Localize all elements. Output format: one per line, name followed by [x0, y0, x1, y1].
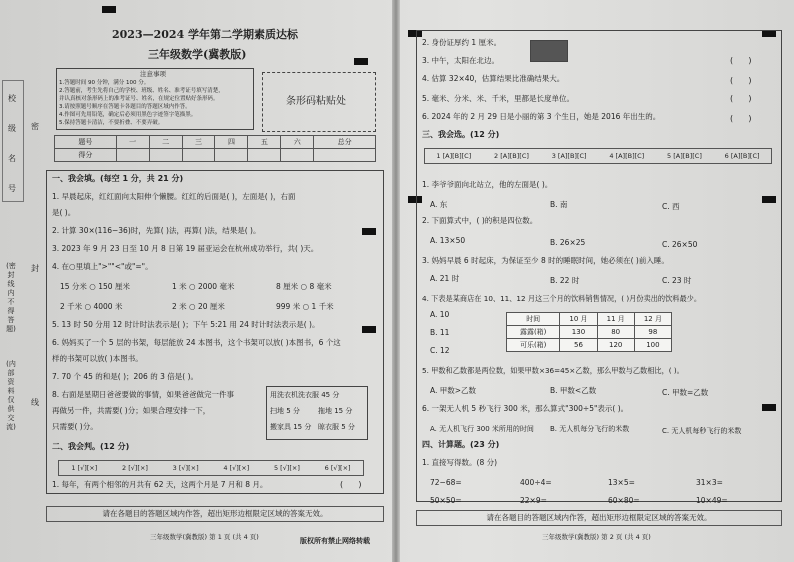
judge-option[interactable]: 1 [√][×] [71, 464, 98, 472]
exam-subtitle: 三年级数学(冀教版) [148, 48, 247, 61]
question-8-cont2: 只需要( )分。 [52, 422, 98, 431]
score-cell: 总分 [314, 136, 376, 149]
side-note-sealed: (密封线内不得答题) [6, 262, 16, 333]
choice-option: B. 南 [550, 200, 568, 209]
choose-option[interactable]: 2 [A][B][C] [494, 152, 529, 160]
calc-item: 50×50= [430, 496, 462, 505]
score-cell [314, 149, 376, 162]
side-label-school: 校 [8, 94, 16, 103]
question-3: 3. 2023 年 9 月 23 日至 10 月 8 日第 19 届亚运会在杭州成功举行，共( )天。 [52, 244, 319, 253]
copyright-note: 版权所有禁止网络转载 [300, 536, 370, 545]
choice-question-3: 3. 妈妈早晨 6 时起床，为保证至少 8 时的睡眠时间，她必须在( )前入睡。 [422, 256, 669, 265]
calc-item: 72−68= [430, 478, 462, 487]
compare-item: 8 厘米 ○ 8 毫米 [276, 282, 332, 291]
judge-option[interactable]: 4 [√][×] [223, 464, 250, 472]
judge-question-4: 4. 估算 32×40，估算结果比准确结果大。 [422, 74, 565, 83]
choice-option: A. 10 [430, 310, 450, 319]
judge-question-2: 2. 身份证厚约 1 厘米。 [422, 38, 502, 47]
score-cell: 二 [149, 136, 182, 149]
page-footer: 三年级数学(冀教版) 第 2 页 (共 4 页) [542, 533, 651, 541]
notice-line: 5.保持答题卡清洁，不要折叠、不要弄破。 [59, 120, 164, 126]
choice-option: A. 13×50 [430, 236, 466, 245]
choose-option[interactable]: 1 [A][B][C] [436, 152, 472, 160]
sales-cell: 露露(箱) [507, 326, 560, 339]
score-cell: 题号 [55, 136, 117, 149]
judge-question-6: 6. 2024 年的 2 月 29 日是小丽的第 3 个生日，她是 2016 年出生的。 [422, 112, 661, 121]
choice-question-4: 4. 下表是某商店在 10、11、12 月这三个月的饮料销售情况，( )月份卖出的饮料最少。 [422, 294, 702, 303]
choice-option: A. 东 [430, 200, 448, 209]
sales-table-header [507, 313, 672, 326]
judge-option[interactable]: 3 [√][×] [172, 464, 199, 472]
sales-cell: 可乐(箱) [507, 339, 560, 352]
score-cell: 四 [215, 136, 248, 149]
choice-option: C. 23 时 [662, 276, 692, 285]
question-8: 8. 右面是星期日爸爸要做的事情，如果爸爸做完一件事 [52, 390, 235, 399]
score-cell [182, 149, 215, 162]
section-heading: 一、我会填。(每空 1 分，共 21 分) [52, 174, 184, 183]
score-cell: 三 [182, 136, 215, 149]
choice-option: C. 甲数=乙数 [662, 388, 709, 397]
side-label-mi: 密 [31, 122, 39, 131]
question-7: 7. 70 个 45 的和是( )；206 的 3 倍是( )。 [52, 372, 198, 381]
sales-table-row [507, 339, 672, 352]
chore-item: 扫地 5 分 [270, 407, 300, 415]
choose-option[interactable]: 6 [A][B][C] [724, 152, 760, 160]
choice-question-5: 5. 甲数和乙数都是两位数，如果甲数×36=45×乙数，那么甲数与乙数相比，( )。 [422, 366, 684, 375]
choose-option[interactable]: 4 [A][B][C] [609, 152, 645, 160]
notice-line: 3.请按照题号顺序在答题卡各题目的答题区域内作答。 [59, 104, 191, 110]
question-1: 1. 早晨起床，红红面向太阳伸个懒腰。红红的后面是( )，左面是( )，右面 [52, 192, 296, 201]
sales-cell: 120 [597, 339, 634, 352]
calc-item: 22×9= [520, 496, 547, 505]
barcode-label: 条形码粘贴处 [286, 96, 346, 107]
side-note-internal: (内部资料 仅供交流) [6, 360, 16, 431]
judge-question-1: 1. 每年，有两个相邻的月共有 62 天，这两个月是 7 月和 8 月。 [52, 480, 268, 489]
sales-cell: 10 月 [560, 313, 597, 326]
choose-option[interactable]: 3 [A][B][C] [551, 152, 587, 160]
judge-answer-row [58, 460, 364, 476]
choice-option: A. 无人机飞行 300 米所用的时间 [430, 425, 534, 433]
choice-option: B. 22 时 [550, 276, 580, 285]
section-heading: 三、我会选。(12 分) [422, 130, 500, 139]
choose-option[interactable]: 5 [A][B][C] [667, 152, 702, 160]
compare-item: 15 分米 ○ 150 厘米 [60, 282, 130, 291]
side-label-class: 级 [8, 124, 16, 133]
choice-option: C. 12 [430, 346, 450, 355]
choice-option: B. 26×25 [550, 238, 586, 247]
sales-cell: 100 [634, 339, 671, 352]
answer-parens: ( ) [730, 94, 752, 103]
side-label-feng: 封 [31, 264, 39, 273]
score-table [54, 135, 376, 162]
chore-item: 用洗衣机洗衣服 45 分 [270, 391, 340, 399]
notice-title: 注意事项 [140, 70, 166, 78]
question-6: 6. 妈妈买了一个 5 层的书架，每层能放 24 本图书，这个书架可以放( )本图书，6 个这 [52, 338, 341, 347]
page-2 [400, 0, 794, 562]
question-5: 5. 13 时 50 分用 12 时计时法表示是( )；下午 5:21 用 24 时计时法表示是( )。 [52, 320, 320, 329]
answer-parens: ( ) [730, 76, 752, 85]
score-cell [116, 149, 149, 162]
score-cell [281, 149, 314, 162]
side-label-name: 名 [8, 154, 16, 163]
score-cell: 一 [116, 136, 149, 149]
question-2: 2. 计算 30×(116−36)时，先算( )法，再算( )法，结果是( )。 [52, 226, 261, 235]
answer-parens: ( ) [730, 56, 752, 65]
chore-item: 晾衣服 5 分 [318, 423, 355, 431]
page-footer: 三年级数学(冀教版) 第 1 页 (共 4 页) [150, 533, 259, 541]
score-table-header [55, 136, 376, 149]
judge-question-3: 3. 中午，太阳在北边。 [422, 56, 500, 65]
score-table-row [55, 149, 376, 162]
choice-option: A. 21 时 [430, 274, 460, 283]
judge-option[interactable]: 6 [√][×] [324, 464, 351, 472]
question-6-cont: 样的书架可以放( )本图书。 [52, 354, 143, 363]
compare-item: 2 千米 ○ 4000 米 [60, 302, 123, 311]
side-label-xian: 线 [31, 398, 39, 407]
page-fold [392, 0, 400, 562]
choice-option: C. 无人机每秒飞行的米数 [662, 427, 742, 435]
registration-mark [102, 6, 116, 13]
registration-mark [354, 58, 368, 65]
page-1 [0, 0, 392, 562]
choice-option: C. 26×50 [662, 240, 698, 249]
choice-option: B. 甲数<乙数 [550, 386, 597, 395]
choose-answer-row [424, 148, 772, 164]
side-label-number: 号 [8, 184, 16, 193]
sales-table-row [507, 326, 672, 339]
sales-cell: 80 [597, 326, 634, 339]
question-8-cont: 再做另一件，共需要( )分；如果合理安排一下， [52, 406, 211, 415]
chore-item: 拖地 15 分 [318, 407, 353, 415]
score-cell: 五 [248, 136, 281, 149]
choice-question-2: 2. 下面算式中，( )的积是四位数。 [422, 216, 538, 225]
choice-option: B. 11 [430, 328, 450, 337]
choice-option: C. 西 [662, 202, 680, 211]
question-4: 4. 在○里填上">""<"或"="。 [52, 262, 153, 271]
sales-cell: 130 [560, 326, 597, 339]
compare-item: 1 米 ○ 2000 毫米 [172, 282, 235, 291]
calc-item: 31×3= [696, 478, 723, 487]
calc-item: 60×80= [608, 496, 640, 505]
answer-parens: ( ) [340, 480, 362, 489]
sales-cell: 12 月 [634, 313, 671, 326]
score-cell: 得分 [55, 149, 117, 162]
calc-title: 1. 直接写得数。(8 分) [422, 458, 498, 467]
sales-cell: 时间 [507, 313, 560, 326]
answer-area-note: 请在各题目的答题区域内作答，超出矩形边框限定区域的答案无效。 [46, 506, 384, 522]
sales-cell: 11 月 [597, 313, 634, 326]
choice-question-6: 6. 一架无人机 5 秒飞行 300 米，那么算式"300÷5"表示( )。 [422, 404, 629, 413]
judge-option[interactable]: 2 [√][×] [122, 464, 148, 472]
id-card-image [530, 40, 568, 62]
choice-option: B. 无人机每分飞行的米数 [550, 425, 630, 433]
section-heading: 四、计算题。(23 分) [422, 440, 500, 449]
judge-question-5: 5. 毫米、分米、米、千米，里都是长度单位。 [422, 94, 575, 103]
notice-line: 4.作图可先用铅笔，确定后必须用黑色字迹签字笔描黑。 [59, 112, 197, 118]
notice-line: 并认真核对条形码上的准考证号、姓名，在规定位置贴好条形码。 [59, 96, 219, 102]
notice-line: 1.答题时间 90 分钟，满分 100 分。 [59, 80, 150, 86]
sales-cell: 56 [560, 339, 597, 352]
choice-option: A. 甲数>乙数 [430, 386, 477, 395]
notice-line: 2.答题前，考生先将自己的学校、班级、姓名、准考证号填写清楚， [59, 88, 224, 94]
score-cell [149, 149, 182, 162]
calc-item: 10×49= [696, 496, 728, 505]
judge-option[interactable]: 5 [√][×] [273, 464, 300, 472]
question-1-cont: 是( )。 [52, 208, 76, 217]
answer-area-note: 请在各题目的答题区域内作答，超出矩形边框限定区域的答案无效。 [416, 510, 782, 526]
compare-item: 2 米 ○ 20 厘米 [172, 302, 225, 311]
score-cell: 六 [281, 136, 314, 149]
compare-item: 999 米 ○ 1 千米 [276, 302, 334, 311]
score-cell [215, 149, 248, 162]
exam-title: 2023—2024 学年第二学期素质达标 [112, 28, 299, 41]
calc-item: 400÷4= [520, 478, 552, 487]
calc-item: 13×5= [608, 478, 635, 487]
chore-item: 搬家具 15 分 [270, 423, 312, 431]
sales-cell: 98 [634, 326, 671, 339]
choice-question-1: 1. 李爷爷面向北站立，他的左面是( )。 [422, 180, 553, 189]
sales-table [506, 312, 672, 352]
section-heading: 二、我会判。(12 分) [52, 442, 130, 451]
answer-parens: ( ) [730, 114, 752, 123]
score-cell [248, 149, 281, 162]
